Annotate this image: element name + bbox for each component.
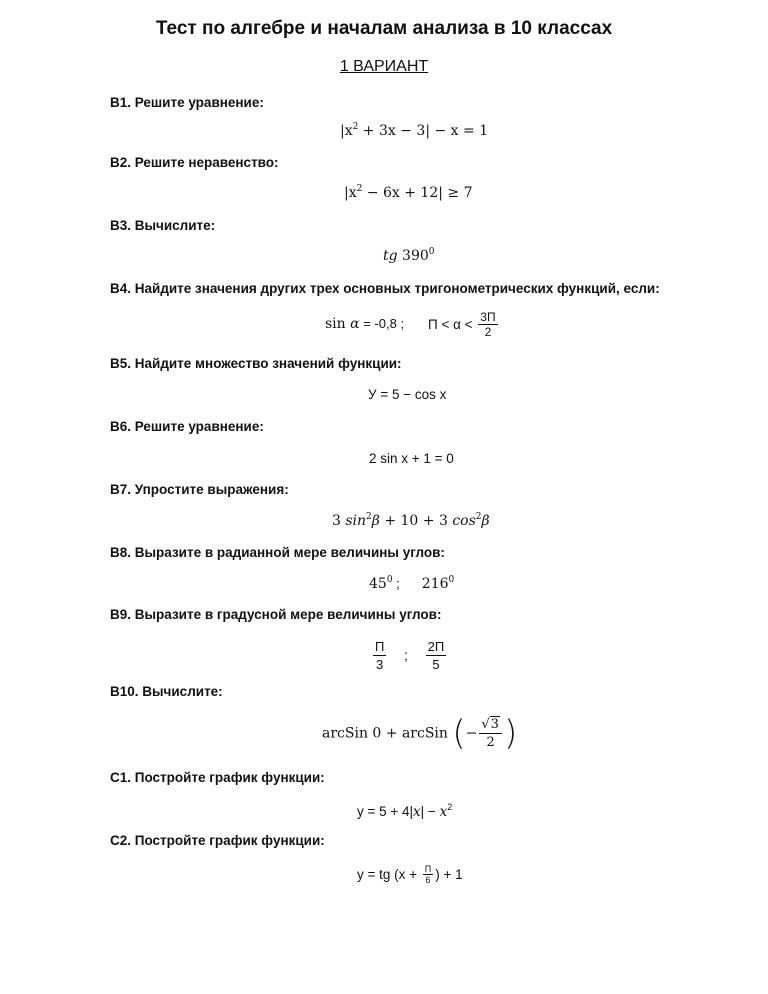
b10-frac-den: 2 bbox=[486, 735, 495, 750]
b8-angle2: 216 bbox=[421, 576, 449, 592]
b1-expr-part: + 3x − 3| − x = 1 bbox=[358, 123, 489, 139]
page-title: Тест по алгебре и началам анализа в 10 классах bbox=[155, 18, 613, 39]
task-b10-expression bbox=[322, 713, 518, 754]
b7-sin: sin bbox=[345, 513, 367, 529]
b9-separator: ; bbox=[404, 648, 408, 663]
task-c2-expression bbox=[357, 864, 463, 885]
b3-tg: tg bbox=[383, 248, 398, 264]
b10-right-paren: ) bbox=[503, 713, 518, 754]
c2-fraction bbox=[423, 864, 433, 885]
b4-frac-num: 3П bbox=[480, 310, 496, 324]
b4-frac-den: 2 bbox=[484, 325, 492, 339]
task-c1-label: С1. Постройте график функции: bbox=[110, 770, 325, 785]
c1-exponent: 2 bbox=[447, 802, 453, 812]
b1-exponent: 2 bbox=[352, 122, 359, 132]
task-b3-label: В3. Вычислите: bbox=[110, 218, 216, 233]
c2-frac-num: П bbox=[424, 864, 432, 874]
task-b2-label: В2. Решите неравенство: bbox=[110, 155, 279, 170]
b4-alpha: α bbox=[350, 316, 360, 332]
b7-beta: β bbox=[481, 513, 490, 529]
c1-x: x bbox=[413, 804, 421, 820]
b4-fraction bbox=[478, 310, 497, 339]
b8-degree1: 0 bbox=[386, 575, 393, 585]
b10-fraction bbox=[479, 716, 502, 751]
b9-frac2-num: 2П bbox=[427, 639, 445, 654]
task-c1-expression bbox=[357, 802, 452, 820]
c2-part: y = tg (x + bbox=[357, 867, 421, 882]
task-b5-label: В5. Найдите множество значений функции: bbox=[110, 356, 402, 371]
b3-degree: 0 bbox=[428, 247, 435, 257]
b7-exp1: 2 bbox=[366, 512, 372, 522]
b9-frac2-den: 5 bbox=[432, 657, 440, 672]
b4-sin: sin bbox=[325, 316, 351, 332]
b10-arcsin-text: arcSin 0 + arcSin bbox=[322, 725, 448, 742]
b9-frac1-den: 3 bbox=[376, 657, 384, 672]
b7-part: + 10 + 3 bbox=[379, 513, 453, 529]
b7-part: 3 bbox=[332, 513, 346, 529]
b9-fraction-2 bbox=[426, 638, 447, 673]
task-b4-expression bbox=[325, 316, 404, 332]
b8-degree2: 0 bbox=[448, 575, 455, 585]
b2-expr-part: − 6x + 12| ≥ 7 bbox=[362, 185, 473, 201]
task-b1-expression bbox=[340, 122, 488, 139]
task-b6-expression: 2 sin x + 1 = 0 bbox=[369, 451, 454, 466]
task-b5-expression: У = 5 − cos x bbox=[368, 387, 447, 402]
task-b9-expression bbox=[371, 638, 448, 673]
c1-part: y = 5 + 4| bbox=[357, 804, 414, 819]
b10-minus: − bbox=[465, 725, 478, 742]
task-b1-label: В1. Решите уравнение: bbox=[110, 95, 264, 110]
b10-frac-num: √3 bbox=[479, 716, 502, 734]
b7-beta: β bbox=[371, 513, 380, 529]
b7-cos: cos bbox=[452, 513, 476, 529]
task-b6-label: В6. Решите уравнение: bbox=[110, 419, 264, 434]
task-b9-label: В9. Выразите в градусной мере величины углов: bbox=[110, 607, 442, 622]
b9-frac1-num: П bbox=[375, 639, 385, 654]
b2-exponent: 2 bbox=[356, 184, 363, 194]
task-b2-expression bbox=[344, 184, 473, 201]
b4-interval-text: П < α < bbox=[428, 317, 473, 332]
b4-value: = -0,8 ; bbox=[359, 316, 405, 331]
task-b7-expression bbox=[332, 512, 490, 529]
c1-x2: x bbox=[439, 804, 448, 820]
b2-expr-part: |x bbox=[344, 185, 357, 201]
b7-exp2: 2 bbox=[475, 512, 482, 522]
c2-frac-den: 6 bbox=[425, 875, 431, 885]
task-b4-label: В4. Найдите значения других трех основных тригонометрических функций, если: bbox=[110, 281, 660, 296]
task-c2-label: С2. Постройте график функции: bbox=[110, 833, 325, 848]
b1-expr-part: |x bbox=[340, 123, 353, 139]
c2-part: ) + 1 bbox=[435, 867, 463, 882]
c1-part: | − bbox=[420, 804, 440, 819]
b9-fraction-1 bbox=[373, 638, 386, 673]
task-b10-label: В10. Вычислите: bbox=[110, 684, 223, 699]
b10-sqrt-value: 3 bbox=[490, 717, 499, 732]
b8-separator: ; bbox=[392, 576, 400, 591]
variant-heading: 1 ВАРИАНТ bbox=[339, 58, 429, 75]
b3-value: 390 bbox=[397, 248, 429, 264]
b10-left-paren: ( bbox=[452, 713, 466, 754]
task-b8-label: В8. Выразите в радианной мере величины углов: bbox=[110, 545, 445, 560]
task-b3-expression bbox=[383, 247, 435, 264]
task-b4-interval bbox=[428, 310, 500, 339]
task-b7-label: В7. Упростите выражения: bbox=[110, 482, 289, 497]
b8-angle1: 45 bbox=[369, 576, 387, 592]
task-b8-expression bbox=[369, 575, 454, 592]
